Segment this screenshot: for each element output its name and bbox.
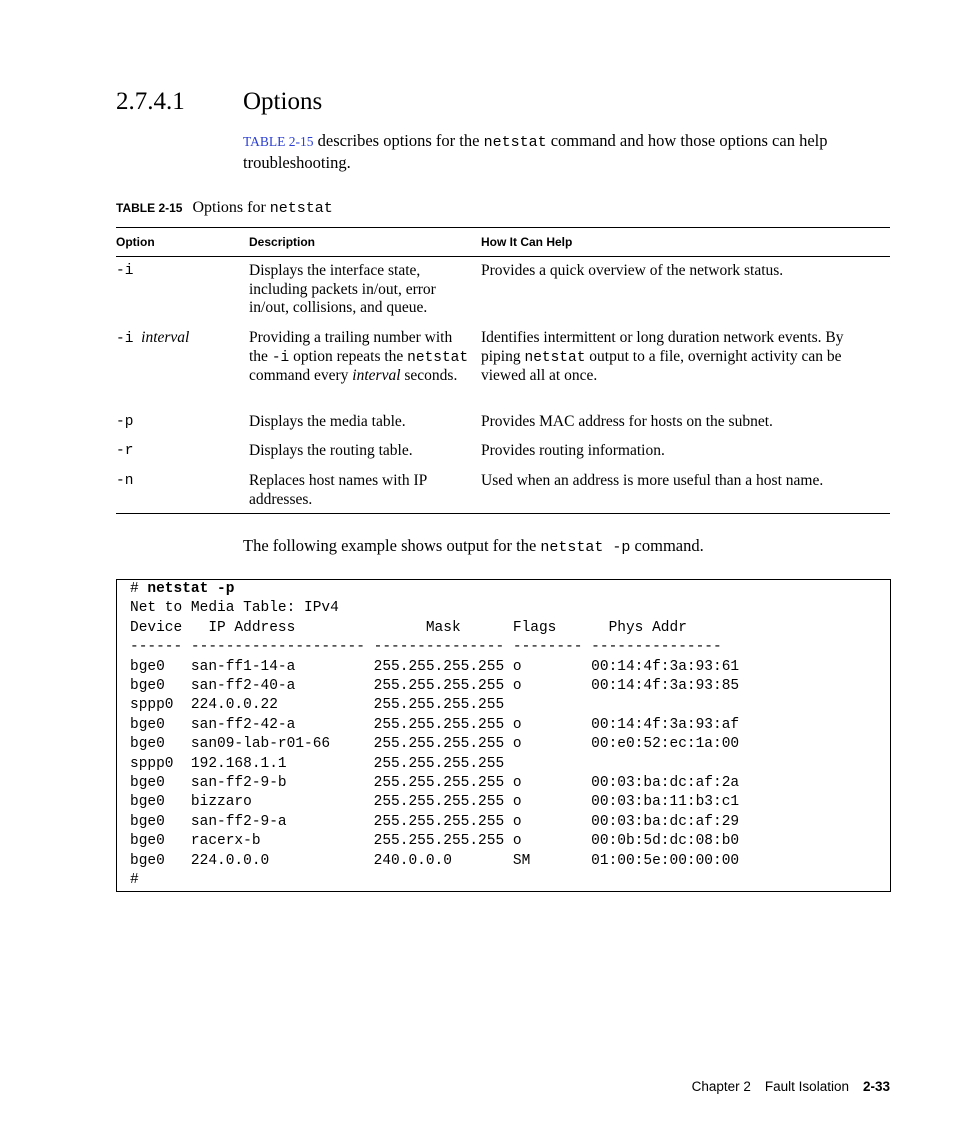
inline-code: netstat -p	[540, 539, 631, 556]
code-output: Net to Media Table: IPv4 Device IP Address Mask Flags Phys Addr ------ -------------------- --------------- -------- --------------- bge0 san-ff1-14-a 255.255.255.255 o 00:14:4f:3a:93:61 bge0 san-ff2-40-a 255.255.255.255 o 00:14:4f:3a:93:85 sppp0 224.0.0.22 255.255.255.255 bge0 san-ff2-42-a 255.255.255.255 o 00:14:4f:3a:93:af bge0 san09-lab-r01-66 255.255.255.255 o 00:e0:52:ec:1a:00 sppp0 192.168.1.1 255.255.255.255 bge0 san-ff2-9-b 255.255.255.255 o 00:03:ba:dc:af:2a bge0 bizzaro 255.255.255.255 o 00:03:ba:11:b3:c1 bge0 san-ff2-9-a 255.255.255.255 o 00:03:ba:dc:af:29 bge0 racerx-b 255.255.255.255 o 00:0b:5d:dc:08:b0 bge0 224.0.0.0 240.0.0.0 SM 01:00:5e:00:00:00 #	[130, 600, 740, 889]
help-cell: Used when an address is more useful than a host name.	[481, 472, 824, 489]
option-cell: -i interval	[116, 329, 190, 347]
table-bottom-rule	[116, 513, 890, 514]
code-command: netstat -p	[147, 581, 235, 597]
footer-chapter: Chapter 2	[691, 1079, 751, 1094]
header-help: How It Can Help	[481, 235, 573, 249]
code-block	[130, 580, 739, 891]
section-number: 2.7.4.1	[116, 88, 185, 115]
option-cell: -r	[116, 443, 134, 459]
table-caption-label: TABLE 2-15	[116, 201, 183, 215]
description-cell: Replaces host names with IP addresses.	[249, 472, 427, 508]
code-example-box	[116, 579, 891, 892]
description-cell: Providing a trailing number with the -i option repeats the netstat command every interval seconds.	[249, 329, 469, 384]
description-cell: Displays the media table.	[249, 413, 406, 430]
help-cell: Provides MAC address for hosts on the subnet.	[481, 413, 773, 430]
inline-code: netstat	[483, 134, 547, 151]
table-reference-link[interactable]: TABLE 2-15	[243, 134, 314, 149]
header-option: Option	[116, 235, 155, 249]
header-description: Description	[249, 235, 316, 249]
description-cell: Displays the interface state, including packets in/out, error in/out, collisions, and queue.	[249, 262, 436, 316]
option-cell: -n	[116, 473, 134, 489]
page-footer	[692, 1078, 890, 1096]
table-caption-code: netstat	[269, 200, 333, 217]
table-caption-text: Options for	[192, 199, 270, 216]
description-cell: Displays the routing table.	[249, 442, 413, 459]
section-title: Options	[243, 88, 323, 115]
help-cell: Identifies intermittent or long duration network events. By piping netstat output to a file, overnight activity can be viewed all at once.	[481, 329, 844, 384]
table-caption	[116, 198, 333, 219]
code-prompt: #	[130, 581, 148, 597]
table-top-rule	[116, 227, 890, 228]
example-intro-paragraph: The following example shows output for the netstat -p command.	[243, 536, 704, 556]
page-number: 2-33	[862, 1079, 890, 1094]
option-cell: -p	[116, 414, 134, 430]
help-cell: Provides a quick overview of the network status.	[481, 262, 784, 279]
footer-title: Fault Isolation	[764, 1079, 849, 1094]
intro-paragraph: TABLE 2-15 describes options for the netstat command and how those options can help troubleshooting.	[243, 131, 828, 172]
help-cell: Provides routing information.	[481, 442, 665, 459]
option-cell: -i	[116, 263, 134, 279]
table-header-rule	[116, 256, 890, 257]
